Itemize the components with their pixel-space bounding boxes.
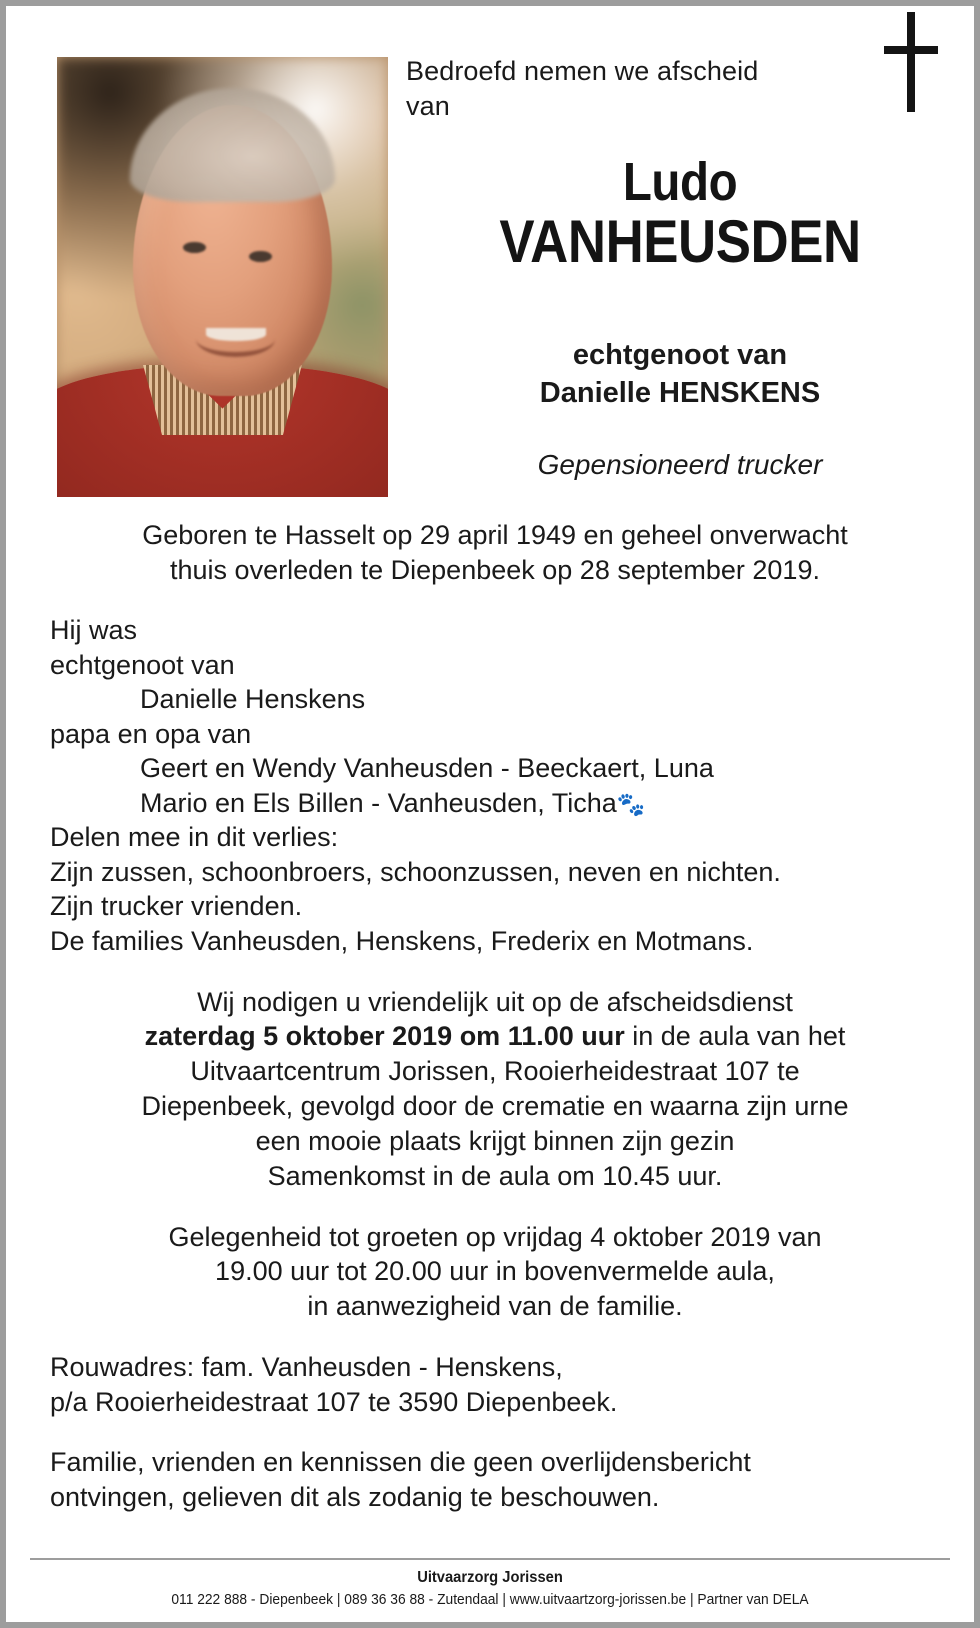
intro-line-1: Bedroefd nemen we afscheid	[406, 56, 759, 86]
card-footer	[30, 1558, 950, 1608]
card-body	[50, 518, 940, 1514]
family-role-2-names-line-1: Geert en Wendy Vanheusden - Beeckaert, Luna	[140, 753, 714, 784]
visitation-line-3: in aanwezigheid van de familie.	[307, 1291, 683, 1322]
visitation-line-1: Gelegenheid tot groeten op vrijdag 4 oktober 2019 van	[168, 1221, 822, 1252]
card-header	[6, 6, 974, 480]
notice-line-2: ontvingen, gelieven dit als zodanig te beschouwen.	[50, 1481, 660, 1512]
footer-divider	[30, 1558, 950, 1560]
birth-death-line-1: Geboren te Hasselt op 29 april 1949 en geheel onverwacht	[142, 520, 848, 550]
latin-cross-icon	[880, 12, 940, 112]
family-block	[50, 613, 940, 958]
spouse-block	[406, 336, 954, 413]
birth-death-line-2: thuis overleden te Diepenbeek op 28 september 2019.	[170, 554, 820, 585]
paw-print-icon: 🐾	[616, 790, 645, 817]
service-line-3: Uitvaartcentrum Jorissen, Rooierheidestraat 107 te	[190, 1056, 800, 1087]
funeral-home-contact: 011 222 888 - Diepenbeek | 089 36 36 88 - Zutendaal | www.uitvaartzorg-jorissen.be | Partner van DELA	[171, 1591, 809, 1608]
funeral-home-name: Uitvaarzorg Jorissen	[417, 1569, 563, 1586]
family-role-2-names-text: Mario en Els Billen - Vanheusden, Ticha	[140, 787, 617, 818]
family-role-2: papa en opa van	[50, 718, 252, 749]
spouse-prefix: echtgenoot van	[572, 339, 788, 371]
service-line-2-rest: in de aula van het	[624, 1021, 846, 1052]
intro-text	[406, 54, 950, 123]
first-name: Ludo	[622, 152, 738, 212]
mourning-address-block	[50, 1350, 940, 1419]
portrait-photo	[57, 57, 388, 497]
share-intro: Delen mee in dit verlies:	[50, 822, 339, 853]
last-name: VANHEUSDEN	[499, 208, 861, 276]
service-block	[50, 985, 940, 1194]
service-line-5: een mooie plaats krijgt binnen zijn gezin	[255, 1125, 735, 1156]
share-line-1: Zijn zussen, schoonbroers, schoonzussen, neven en nichten.	[50, 856, 781, 887]
notice-line-1: Familie, vrienden en kennissen die geen overlijdensbericht	[50, 1447, 751, 1478]
spouse-name: Danielle HENSKENS	[539, 377, 821, 410]
family-role-1-names: Danielle Henskens	[140, 684, 366, 715]
mourning-address-line-2: p/a Rooierheidestraat 107 te 3590 Diepenbeek.	[50, 1386, 618, 1417]
cross-vertical-bar	[907, 12, 915, 112]
cross-horizontal-bar	[884, 46, 938, 54]
family-role-2-names-line-2	[50, 786, 940, 821]
service-line-4: Diepenbeek, gevolgd door de crematie en waarna zijn urne	[141, 1091, 849, 1122]
visitation-line-2: 19.00 uur tot 20.00 uur in bovenvermelde aula,	[215, 1256, 775, 1287]
photo-eye-right	[249, 251, 272, 262]
service-line-6: Samenkomst in de aula om 10.45 uur.	[267, 1160, 723, 1191]
photo-teeth	[206, 328, 266, 341]
service-line-2	[50, 1019, 940, 1054]
service-line-1: Wij nodigen u vriendelijk uit op de afscheidsdienst	[197, 986, 793, 1017]
family-role-1: echtgenoot van	[50, 649, 235, 680]
photo-eye-left	[183, 242, 206, 253]
occupation: Gepensioneerd trucker	[537, 449, 823, 480]
deceased-name	[406, 152, 954, 276]
notice-block	[50, 1445, 940, 1514]
mourning-address-line-1: Rouwadres: fam. Vanheusden - Henskens,	[50, 1352, 563, 1383]
service-date: zaterdag 5 oktober 2019 om 11.00 uur	[144, 1021, 625, 1052]
birth-death-block	[50, 518, 940, 587]
intro-line-2: van	[406, 90, 450, 121]
visitation-block	[50, 1220, 940, 1324]
share-line-3: De families Vanheusden, Henskens, Frederix en Motmans.	[50, 926, 754, 957]
family-intro: Hij was	[50, 615, 138, 646]
share-line-2: Zijn trucker vrienden.	[50, 891, 303, 922]
